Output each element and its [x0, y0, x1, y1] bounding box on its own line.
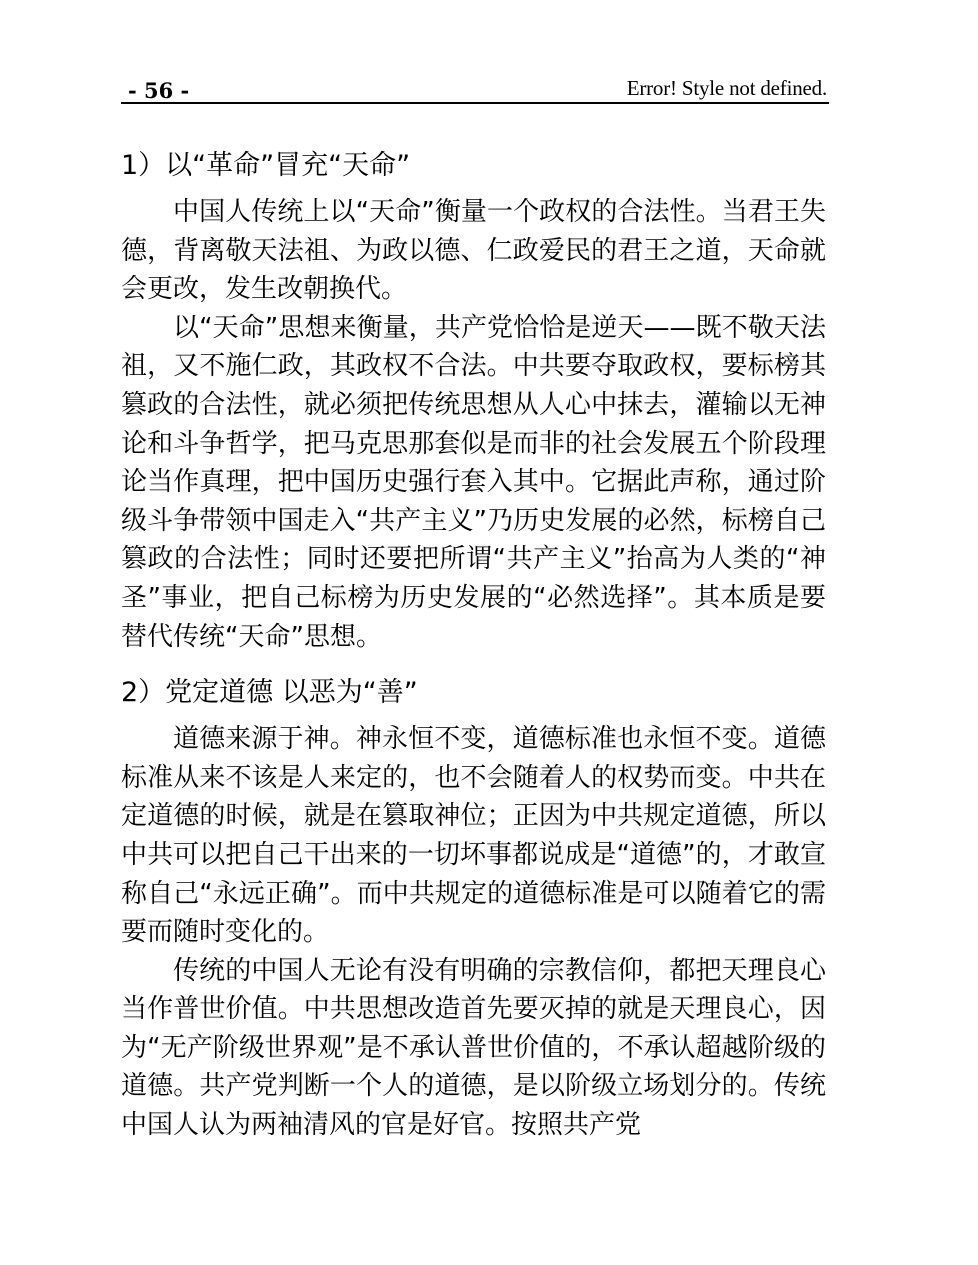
paragraph: 中国人传统上以“天命”衡量一个政权的合法性。当君王失德，背离敬天法祖、为政以德、仁政爱民的君王之道，天命就会更改，发生改朝换代。 [121, 197, 826, 305]
paragraph: 道德来源于神。神永恒不变，道德标准也永恒不变。道德标准从来不该是人来定的，也不会随着人的权势而变。中共在定道德的时候，就是在篡取神位；正因为中共规定道德，所以中共可以把自己干出来的一切坏事都说成是“道德”的，才敢宣称自己“永远正确”。而中共规定的道德标准是可以随着它的需要而随时变化的。 [121, 724, 826, 948]
page-number: - 56 - [128, 78, 190, 103]
section-heading: 2）党定道德 以恶为“善” [121, 677, 418, 709]
page-header [121, 70, 829, 104]
page-body [121, 139, 826, 1145]
paragraph: 以“天命”思想来衡量，共产党恰恰是逆天——既不敬天法祖，又不施仁政，其政权不合法。中共要夺取政权，要标榜其篡政的合法性，就必须把传统思想从人心中抹去，灌输以无神论和斗争哲学，把马克思那套似是而非的社会发展五个阶段理论当作真理，把中国历史强行套入其中。它据此声称，通过阶级斗争带领中国走入“共产主义”乃历史发展的必然，标榜自己篡政的合法性；同时还要把所谓“共产主义”抬高为人类的“神圣”事业，把自己标榜为历史发展的“必然选择”。其本质是要替代传统“天命”思想。 [121, 312, 826, 652]
paragraph: 传统的中国人无论有没有明确的宗教信仰，都把天理良心当作普世价值。中共思想改造首先要灭掉的就是天理良心，因为“无产阶级世界观”是不承认普世价值的，不承认超越阶级的道德。共产党判断一个人的道德，是以阶级立场划分的。传统中国人认为两袖清风的官是好官。按照共产党 [121, 955, 826, 1141]
running-head: Error! Style not defined. [626, 76, 827, 100]
section-heading: 1）以“革命”冒充“天命” [121, 150, 411, 181]
